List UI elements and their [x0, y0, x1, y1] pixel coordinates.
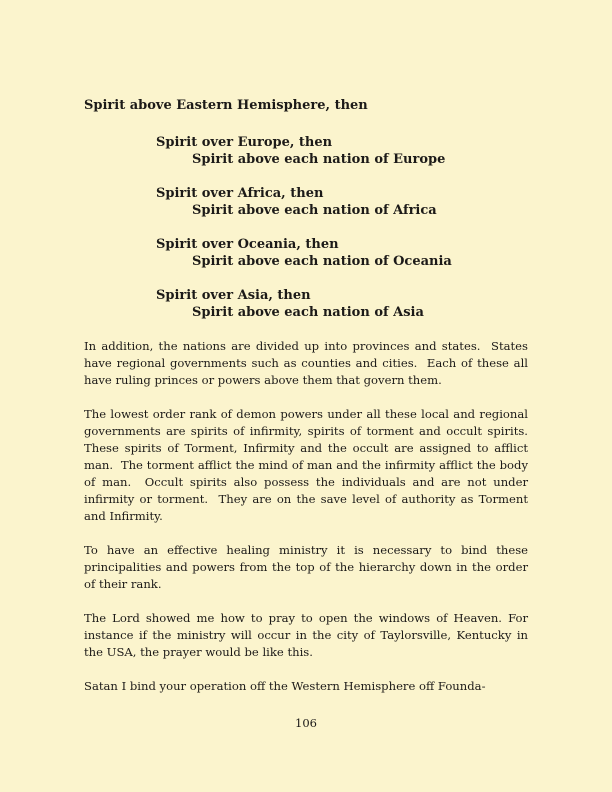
hierarchy-oceania-nations: Spirit above each nation of Oceania — [192, 254, 452, 269]
page-number: 106 — [295, 716, 317, 730]
hierarchy-europe-nations: Spirit above each nation of Europe — [192, 152, 446, 167]
hierarchy-asia-nations: Spirit above each nation of Asia — [192, 305, 424, 320]
paragraph-satan-bind: Satan I bind your operation off the Western Hemisphere off Founda- — [84, 679, 486, 693]
hierarchy-group-oceania — [84, 236, 528, 270]
paragraph-lord-showed-me: The Lord showed me how to pray to open the windows of Heaven. For instance if the ministry will occur in the city of Taylorsville, Kentucky in the USA, the prayer would be like this. — [84, 611, 532, 659]
hierarchy-europe-over: Spirit over Europe, then — [156, 135, 333, 150]
hierarchy-group-asia — [84, 287, 528, 321]
hierarchy-asia-over: Spirit over Asia, then — [156, 288, 311, 303]
hierarchy-africa-over: Spirit over Africa, then — [156, 186, 324, 201]
hierarchy-group-africa — [84, 185, 528, 219]
paragraph-lowest-order-rank: The lowest order rank of demon powers under all these local and regional governments are spirits of infirmity, spirits of torment and occult spirits. These spirits of Torment, Infirmity and the occult are assigned to afflict man. The torment afflict the mind of man and the infirmity afflict the body of man. Occult spirits also possess the individuals and are not under infirmity or torment. They are on the save level of authority as Torment and Infirmity. — [84, 407, 536, 523]
hierarchy-africa-nations: Spirit above each nation of Africa — [192, 203, 437, 218]
hierarchy-root-heading: Spirit above Eastern Hemisphere, then — [84, 98, 368, 113]
hierarchy-oceania-over: Spirit over Oceania, then — [156, 237, 339, 252]
paragraph-effective-healing: To have an effective healing ministry it is necessary to bind these principalities and powers from the top of the hierarchy down in the order of their rank. — [84, 543, 532, 591]
paragraph-nations-divided: In addition, the nations are divided up into provinces and states. States have regional governments such as counties and cities. Each of these all have ruling princes or powers above them that govern them. — [84, 339, 532, 387]
hierarchy-group-europe — [84, 134, 528, 168]
